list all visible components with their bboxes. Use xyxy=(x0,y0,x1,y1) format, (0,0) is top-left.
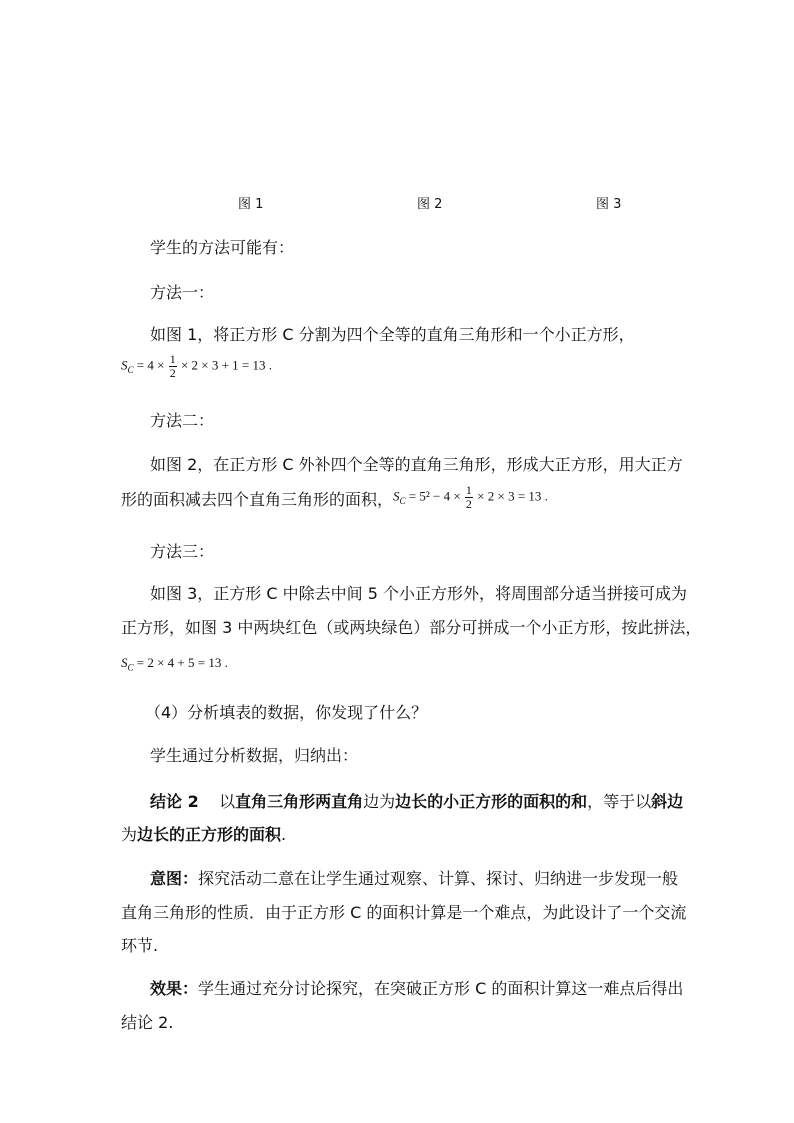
conclusion-bold: 边长的正方形的面积 xyxy=(137,825,282,844)
intent-label: 意图： xyxy=(150,869,199,888)
fraction-denominator: 2 xyxy=(169,366,176,380)
method2-line1: 如图 2，在正方形 C 外补四个全等的直角三角形，形成大正方形，用大正方 xyxy=(150,455,683,474)
conclusion-bold: 边长的小正方形的面积的和 xyxy=(395,792,588,811)
conclusion-text: ，等于以 xyxy=(587,792,652,811)
method3-formula xyxy=(121,655,228,673)
conclusion-text: . xyxy=(281,825,287,844)
method1-text: 如图 1，将正方形 C 分割为四个全等的直角三角形和一个小正方形， xyxy=(150,325,635,344)
figure-2-label: 图 2 xyxy=(417,197,443,212)
area-symbol: S xyxy=(121,655,128,670)
area-subscript: C xyxy=(127,662,134,673)
conclusion-bold: 斜边 xyxy=(651,792,684,811)
method1-fraction xyxy=(169,353,177,380)
intent-line2: 直角三角形的性质．由于正方形 C 的面积计算是一个难点，为此设计了一个交流 xyxy=(121,903,687,922)
question-4: （4）分析填表的数据，你发现了什么？ xyxy=(145,703,428,722)
conclusion-label: 结论 2 xyxy=(150,792,199,811)
figure-3-label: 图 3 xyxy=(596,197,622,212)
method2-formula-post: × 2 × 3 = 13 . xyxy=(477,488,548,504)
conclusion-bold: 直角三角形两直角 xyxy=(235,792,364,811)
method2-line2: 形的面积减去四个直角三角形的面积， xyxy=(121,490,394,509)
fraction-denominator: 2 xyxy=(465,497,472,511)
intent-line3: 环节. xyxy=(121,936,159,955)
conclusion-line1 xyxy=(150,794,683,810)
conclusion-line2 xyxy=(121,827,286,843)
method3-line1: 如图 3，正方形 C 中除去中间 5 个小正方形外，将周围部分适当拼接可成为 xyxy=(150,584,687,603)
area-symbol: S xyxy=(121,357,128,373)
method2-heading: 方法二： xyxy=(150,411,215,430)
methods-intro: 学生的方法可能有： xyxy=(150,238,295,257)
method2-formula-pre: = 5² − 4 × xyxy=(408,488,461,504)
figure-1-label: 图 1 xyxy=(238,197,264,212)
method3-heading: 方法三： xyxy=(150,542,215,561)
method2-fraction xyxy=(465,484,473,511)
method1-formula xyxy=(121,353,272,380)
conclusion-text: 以 xyxy=(219,792,236,811)
method1-formula-post: × 2 × 3 + 1 = 13 . xyxy=(180,357,273,373)
fraction-numerator: 1 xyxy=(465,483,472,497)
method2-formula xyxy=(393,484,548,511)
summary-intro: 学生通过分析数据，归纳出： xyxy=(150,746,359,765)
method3-formula-post: = 2 × 4 + 5 = 13 . xyxy=(136,655,228,670)
effect-label: 效果： xyxy=(150,979,199,998)
effect-line2: 结论 2. xyxy=(121,1013,174,1032)
effect-text: 学生通过充分讨论探究，在突破正方形 C 的面积计算这一难点后得出 xyxy=(198,979,684,998)
conclusion-text: 为 xyxy=(121,825,138,844)
intent-line1 xyxy=(150,871,678,887)
conclusion-text: 边为 xyxy=(363,792,396,811)
method1-formula-pre: = 4 × xyxy=(136,357,165,373)
area-symbol: S xyxy=(393,488,400,504)
method3-line2: 正方形，如图 3 中两块红色（或两块绿色）部分可拼成一个小正方形，按此拼法， xyxy=(121,618,702,637)
effect-line1 xyxy=(150,981,683,997)
fraction-numerator: 1 xyxy=(169,352,176,366)
method1-heading: 方法一： xyxy=(150,283,215,302)
area-subscript: C xyxy=(399,496,406,507)
area-subscript: C xyxy=(127,365,134,376)
intent-text: 探究活动二意在让学生通过观察、计算、探讨、归纳进一步发现一般 xyxy=(198,869,679,888)
